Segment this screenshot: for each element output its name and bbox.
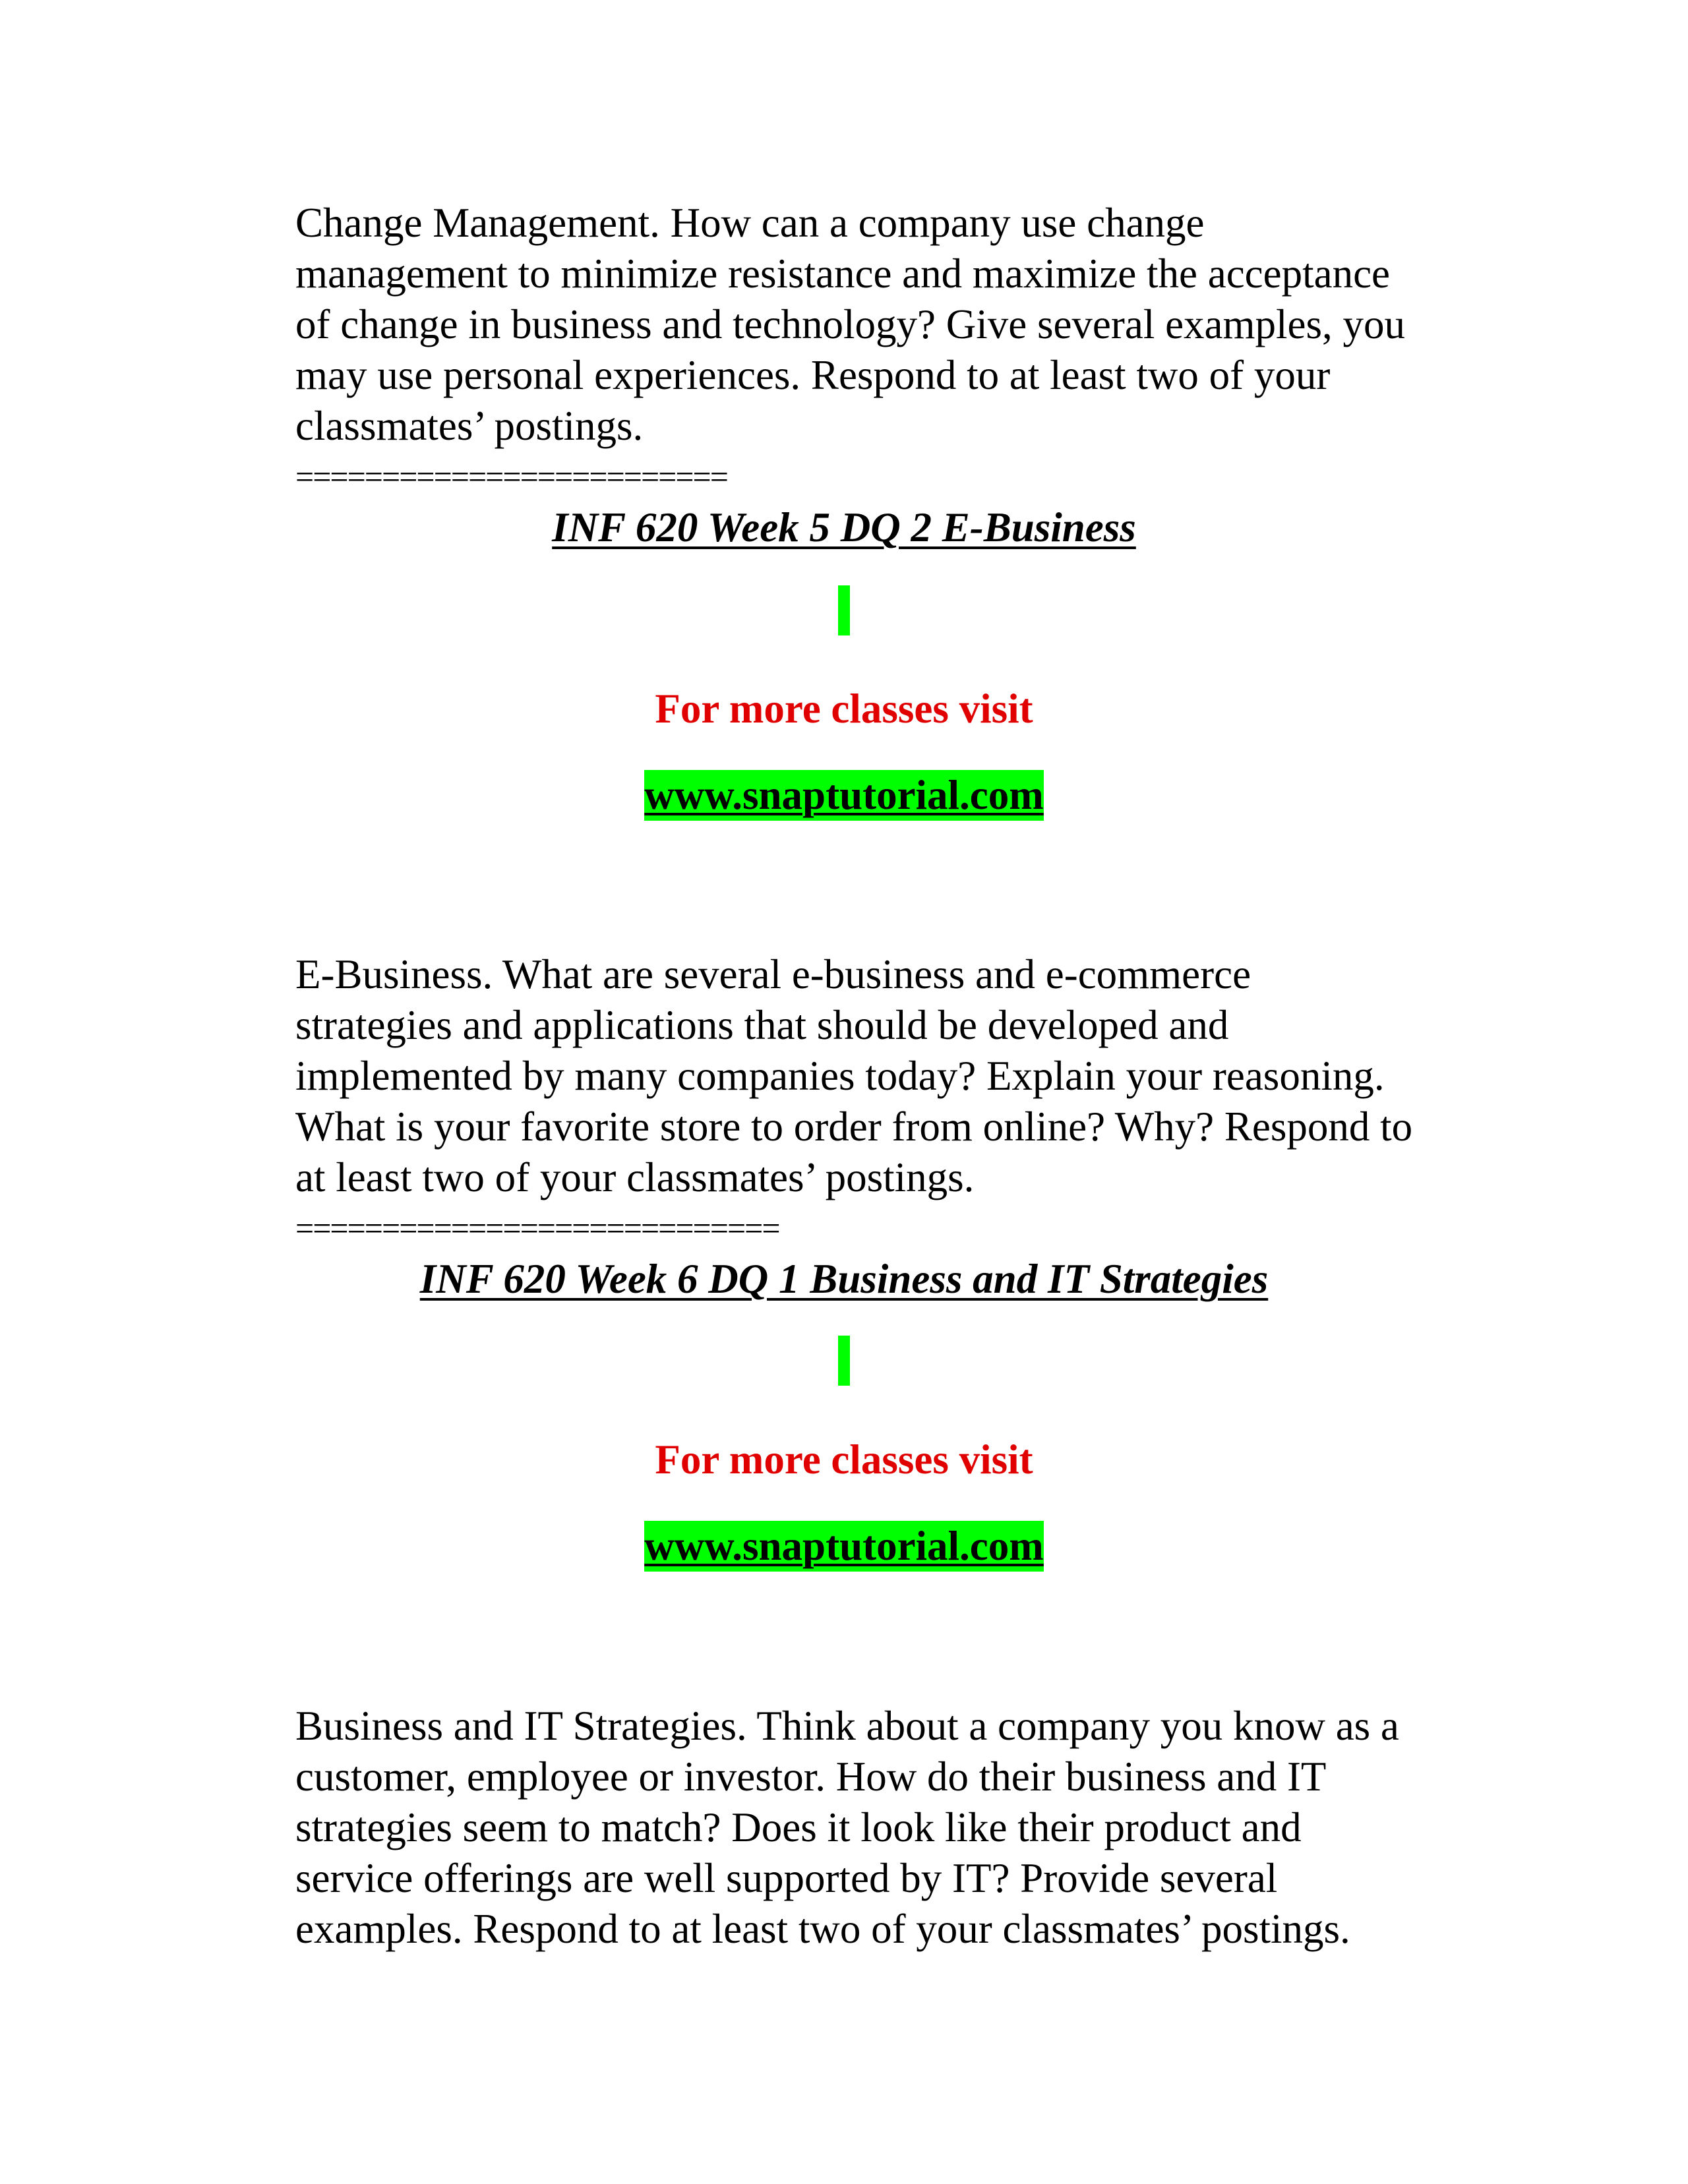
snaptutorial-link[interactable]: www.snaptutorial.com (644, 1521, 1044, 1572)
question-line: service offerings are well supported by IT? Provide several (295, 1855, 1278, 1901)
question-line: at least two of your classmates’ postings. (295, 1154, 975, 1200)
question-line: management to minimize resistance and maximize the acceptance (295, 251, 1390, 297)
promo-text: For more classes visit (655, 686, 1033, 732)
snaptutorial-link[interactable]: www.snaptutorial.com (644, 770, 1044, 821)
question-line: E-Business. What are several e-business and e-commerce (295, 951, 1251, 997)
green-marker-bar (838, 585, 850, 635)
question-line: strategies seem to match? Does it look like their product and (295, 1804, 1302, 1850)
question-line: strategies and applications that should be developed and (295, 1002, 1229, 1048)
question-line: Change Management. How can a company use change (295, 200, 1205, 246)
question-line: implemented by many companies today? Explain your reasoning. (295, 1053, 1385, 1099)
promo-text: For more classes visit (655, 1436, 1033, 1483)
question-line: of change in business and technology? Give several examples, you (295, 301, 1406, 347)
e-business-question (295, 949, 1482, 1203)
week5-dq2-heading: INF 620 Week 5 DQ 2 E-Business (552, 504, 1136, 550)
green-marker-bar (838, 1336, 850, 1386)
business-it-strategies-question (295, 1701, 1482, 1955)
link-container (0, 770, 1688, 821)
separator-line: ============================ (295, 1210, 779, 1247)
week6-dq1-heading: INF 620 Week 6 DQ 1 Business and IT Strategies (419, 1256, 1269, 1302)
question-line: What is your favorite store to order from online? Why? Respond to (295, 1104, 1413, 1150)
separator-line: ========================= (295, 458, 727, 495)
link-container (0, 1521, 1688, 1572)
question-line: may use personal experiences. Respond to at least two of your (295, 352, 1331, 398)
question-line: Business and IT Strategies. Think about a company you know as a (295, 1703, 1399, 1749)
change-management-question (295, 198, 1482, 452)
question-line: classmates’ postings. (295, 403, 644, 449)
question-line: examples. Respond to at least two of your classmates’ postings. (295, 1906, 1350, 1952)
question-line: customer, employee or investor. How do their business and IT (295, 1754, 1327, 1800)
